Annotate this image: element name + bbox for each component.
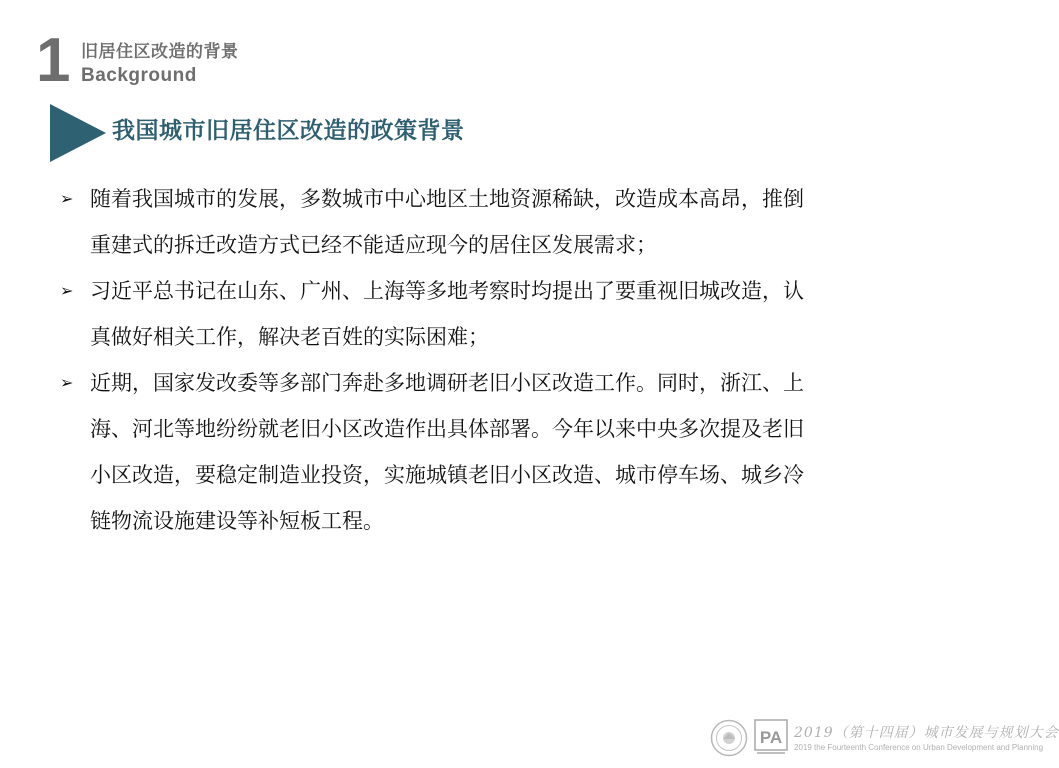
slide-heading: 我国城市旧居住区改造的政策背景 bbox=[112, 118, 465, 144]
conference-subtitle: 2019 the Fourteenth Conference on Urban Development and Planning bbox=[794, 742, 1044, 752]
section-subtitle: Background bbox=[81, 65, 197, 86]
bullet-item bbox=[60, 268, 970, 360]
section-title: 旧居住区改造的背景 bbox=[81, 42, 239, 62]
section-number: 1 bbox=[36, 26, 71, 95]
bullet-line: 小区改造，要稳定制造业投资，实施城镇老旧小区改造、城市停车场、城乡冷 bbox=[90, 463, 804, 487]
bullet-line: 习近平总书记在山东、广州、上海等多地考察时均提出了要重视旧城改造，认 bbox=[90, 279, 804, 303]
bullet-line: 随着我国城市的发展，多数城市中心地区土地资源稀缺，改造成本高昂，推倒 bbox=[90, 187, 804, 211]
bullet-item bbox=[60, 360, 970, 544]
bullet-line: 重建式的拆迁改造方式已经不能适应现今的居住区发展需求； bbox=[90, 233, 657, 257]
university-seal-icon bbox=[710, 719, 748, 757]
arrow-bullet-icon: ➢ bbox=[60, 189, 74, 208]
bullet-line: 真做好相关工作，解决老百姓的实际困难； bbox=[90, 325, 489, 349]
footer-branding bbox=[710, 716, 1059, 760]
conference-title: 2019（第十四届）城市发展与规划大会 bbox=[794, 724, 1059, 741]
pa-logo-text: PA bbox=[759, 728, 783, 747]
play-triangle-icon bbox=[50, 104, 106, 162]
bullet-line: 海、河北等地纷纷就老旧小区改造作出具体部署。今年以来中央多次提及老旧 bbox=[90, 417, 804, 441]
bullet-line: 近期，国家发改委等多部门奔赴多地调研老旧小区改造工作。同时，浙江、上 bbox=[90, 371, 804, 395]
bullet-list bbox=[60, 176, 970, 544]
pa-logo-icon bbox=[754, 719, 788, 757]
arrow-bullet-icon: ➢ bbox=[60, 281, 74, 300]
arrow-bullet-icon: ➢ bbox=[60, 373, 74, 392]
conference-info bbox=[794, 719, 1059, 757]
bullet-line: 链物流设施建设等补短板工程。 bbox=[90, 509, 384, 533]
bullet-item bbox=[60, 176, 970, 268]
